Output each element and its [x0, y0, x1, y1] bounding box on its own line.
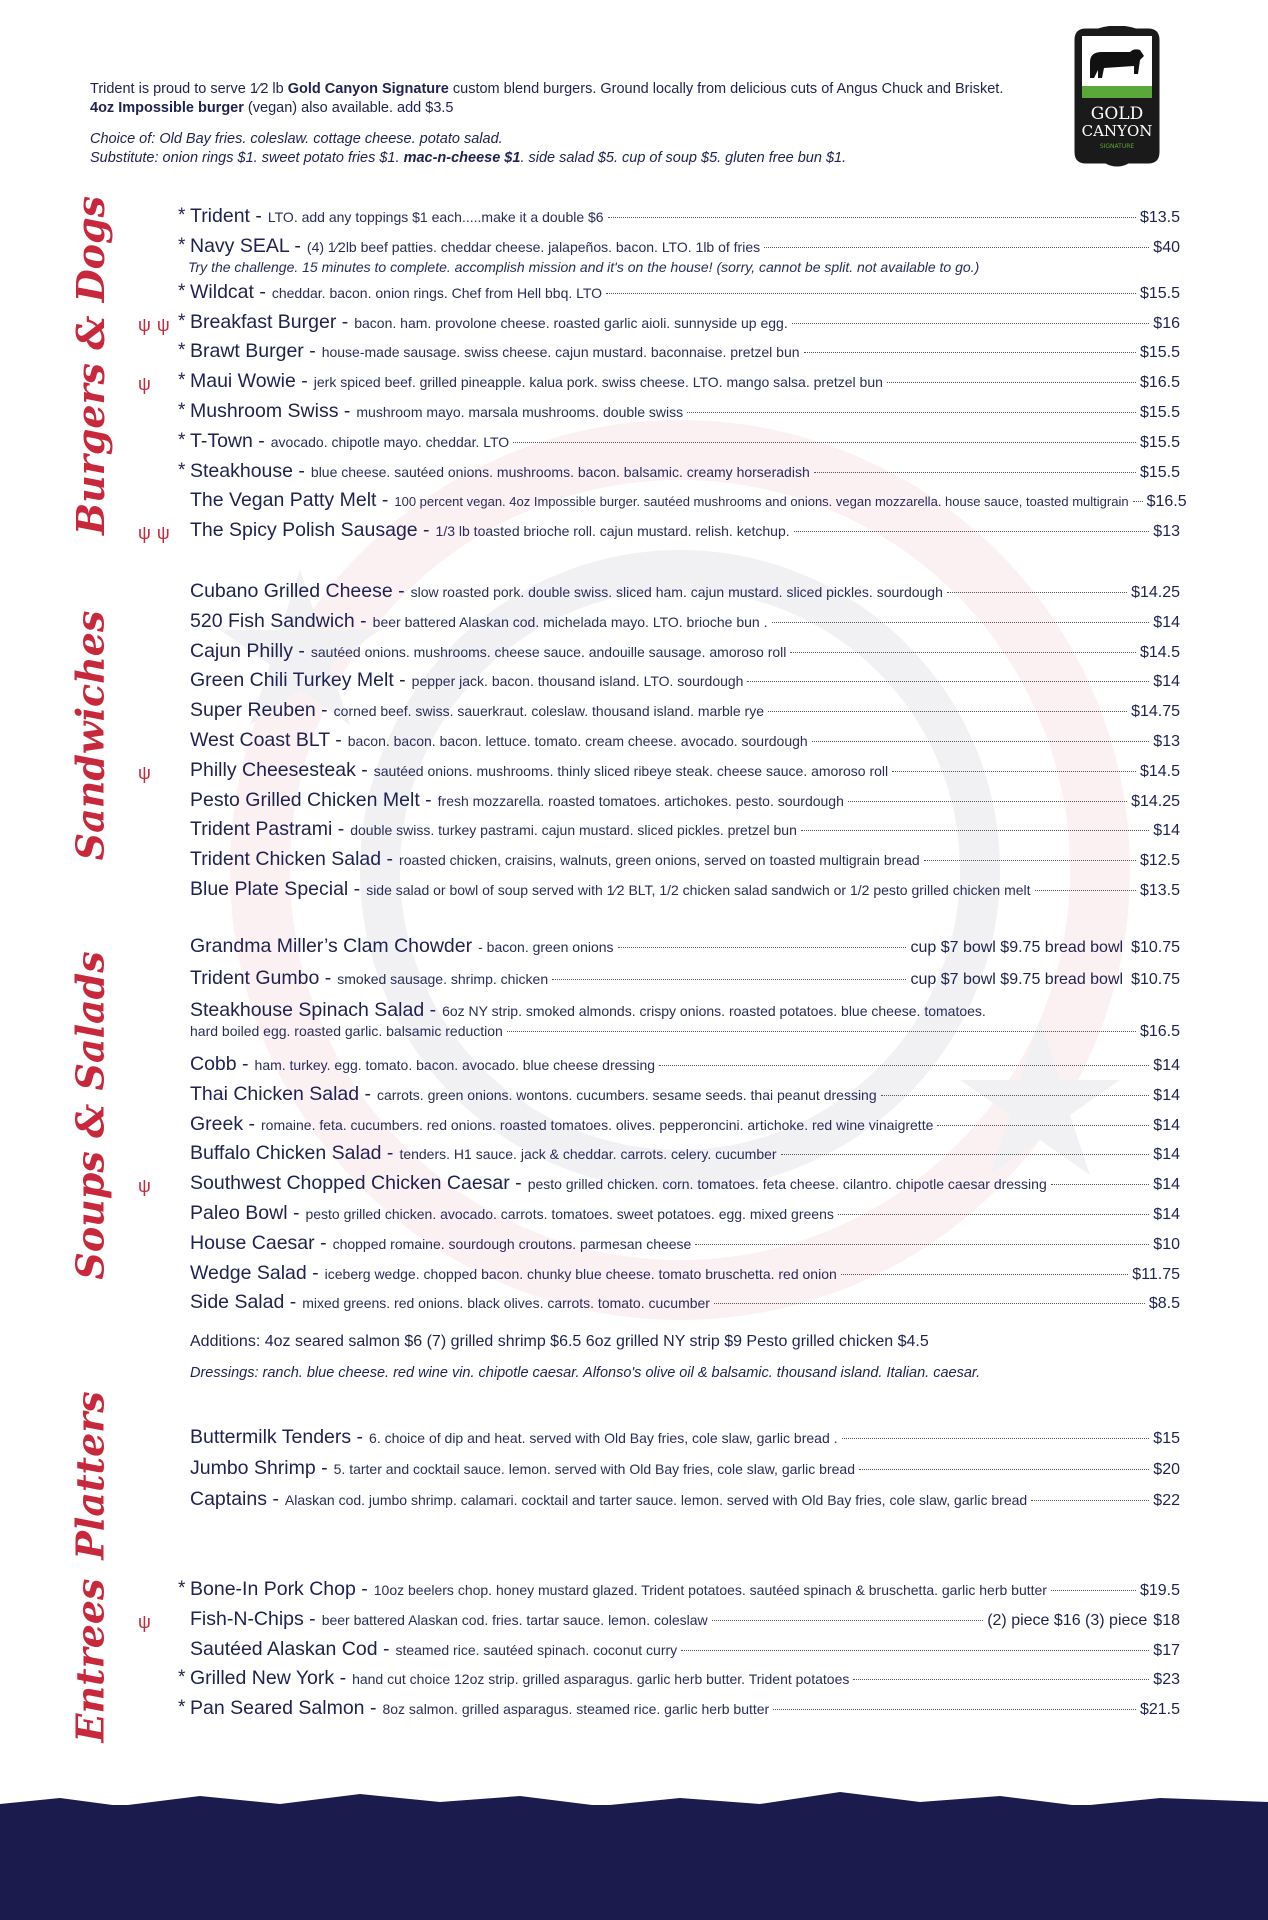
intro-text: Trident is proud to serve 1⁄2 lb Gold Canyon Signature custom blend burgers. Ground locally from delicious cuts of Angus Chuck and Brisket. 4oz Impossible burger (vegan) also available. add $3.5 Choice of: Old Bay fries. coleslaw. cottage cheese. potato salad. Substitute: onion rings $1. sweet potato fries $1. mac-n-cheese $1. side salad $5. cup of soup $5. gluten free bun $1.: [90, 81, 1004, 166]
svg-text:CANYON: CANYON: [1081, 122, 1153, 140]
menu-item: * Mushroom Swiss - mushroom mayo. marsala mushrooms. double swiss $15.5: [178, 399, 1180, 422]
menu-item: Thai Chicken Salad - carrots. green onions. wontons. cucumbers. sesame seeds. thai peanut dressing $14: [190, 1082, 1180, 1105]
menu-item: Paleo Bowl - pesto grilled chicken. avocado. carrots. tomatoes. sweet potatoes. egg. mixed greens $14: [190, 1201, 1180, 1224]
menu-item: * Brawt Burger - house-made sausage. swiss cheese. cajun mustard. baconnaise. pretzel bun $15.5: [178, 340, 1180, 363]
soups-salads-list: [138, 935, 1180, 1395]
pepper-icon: ψ: [138, 1176, 157, 1197]
pepper-icon: ψψ: [138, 523, 176, 544]
svg-text:GOLD: GOLD: [1090, 104, 1144, 124]
menu-item: Super Reuben - corned beef. swiss. sauerkraut. coleslaw. thousand island. marble rye $14.75: [190, 699, 1180, 722]
sandwiches-list: [138, 580, 1180, 908]
menu-item: Sautéed Alaskan Cod - steamed rice. sautéed spinach. coconut curry $17: [190, 1637, 1180, 1660]
menu-item: * Bone-In Pork Chop - 10oz beelers chop. honey mustard glazed. Trident potatoes. sautéed spinach & bruschetta. garlic herb butter $19.5: [178, 1578, 1180, 1600]
menu-item: Blue Plate Special - side salad or bowl of soup served with 1⁄2 BLT, 1/2 chicken salad sandwich or 1/2 pesto grilled chicken melt $13.5: [190, 877, 1180, 900]
menu-item: West Coast BLT - bacon. bacon. bacon. lettuce. tomato. cream cheese. avocado. sourdough $13: [190, 728, 1180, 751]
section-title-entrees: Entrees: [67, 1578, 113, 1742]
menu-item: Cubano Grilled Cheese - slow roasted pork. double swiss. sliced ham. cajun mustard. sliced pickles. sourdough $14.25: [190, 580, 1180, 602]
menu-item: Trident Gumbo - smoked sausage. shrimp. chicken cup $7 bowl $9.75 bread bowl $10.75: [190, 967, 1180, 989]
section-title-soups-salads: Soups & Salads: [67, 950, 113, 1280]
menu-item: Steakhouse Spinach Salad - 6oz NY strip. smoked almonds. crispy onions. roasted potatoes. blue cheese. tomatoes.: [190, 999, 986, 1021]
menu-item: Cajun Philly - sautéed onions. mushrooms. cheese sauce. andouille sausage. amoroso roll $14.5: [190, 639, 1180, 662]
menu-item: Green Chili Turkey Melt - pepper jack. bacon. thousand island. LTO. sourdough $14: [190, 669, 1180, 692]
menu-item: Trident Pastrami - double swiss. turkey pastrami. cajun mustard. sliced pickles. pretzel bun $14: [190, 818, 1180, 841]
svg-text:SIGNATURE: SIGNATURE: [1099, 143, 1135, 150]
menu-item: Pesto Grilled Chicken Melt - fresh mozzarella. roasted tomatoes. artichokes. pesto. sourdough $14.25: [190, 788, 1180, 811]
burgers-list: [138, 205, 1187, 549]
menu-item: ψ Philly Cheesesteak - sautéed onions. mushrooms. thinly sliced ribeye steak. cheese sauce. amoroso roll $14.5: [138, 758, 1180, 783]
menu-item: Greek - romaine. feta. cucumbers. red onions. roasted tomatoes. olives. pepperoncini. artichoke. red wine vinaigrette $14: [190, 1112, 1180, 1135]
gold-canyon-logo: [1068, 26, 1166, 168]
menu-item: ψ Southwest Chopped Chicken Caesar - pesto grilled chicken. corn. tomatoes. feta cheese. cilantro. chipotle caesar dressing $14: [138, 1172, 1180, 1197]
menu-item: * Pan Seared Salmon - 8oz salmon. grilled asparagus. steamed rice. garlic herb butter $21.5: [178, 1697, 1180, 1720]
menu-item: Side Salad - mixed greens. red onions. black olives. carrots. tomato. cucumber $8.5: [190, 1291, 1180, 1314]
menu-item: Trident Chicken Salad - roasted chicken, craisins, walnuts, green onions, served on toasted multigrain bread $12.5: [190, 848, 1180, 871]
pepper-icon: ψ: [138, 762, 157, 783]
section-title-platters: Platters: [67, 1390, 113, 1560]
menu-item: House Caesar - chopped romaine. sourdough croutons. parmesan cheese $10: [190, 1231, 1180, 1254]
menu-item: * Wildcat - cheddar. bacon. onion rings. Chef from Hell bbq. LTO $15.5: [178, 280, 1180, 303]
menu-item: * ψ Maui Wowie - jerk spiced beef. grilled pineapple. kalua pork. swiss cheese. LTO. mango salsa. pretzel bun $16.5: [138, 370, 1180, 395]
dressings-line: Dressings: ranch. blue cheese. red wine vin. chipotle caesar. Alfonso's olive oil & balsamic. thousand island. Italian. caesar.: [190, 1365, 981, 1382]
menu-item: The Vegan Patty Melt - 100 percent vegan. 4oz Impossible burger. sautéed mushrooms and onions. vegan mozzarella. house sauce, toasted multigrain $16.5: [190, 489, 1187, 512]
additions-line: Additions: 4oz seared salmon $6 (7) grilled shrimp $6.5 6oz grilled NY strip $9 Pesto grilled chicken $4.5: [190, 1333, 929, 1351]
menu-item: * Trident - LTO. add any toppings $1 each.....make it a double $6 $13.5: [178, 205, 1180, 227]
section-title-burgers: Burgers & Dogs: [67, 195, 113, 535]
menu-item: Captains - Alaskan cod. jumbo shrimp. calamari. cocktail and tarter sauce. lemon. served with Old Bay fries, cole slaw, garlic bread $22: [190, 1488, 1180, 1510]
menu-item: ψψ The Spicy Polish Sausage - 1/3 lb toasted brioche roll. cajun mustard. relish. ketchup. $13: [138, 519, 1180, 544]
menu-item-continued: hard boiled egg. roasted garlic. balsamic reduction $16.5: [190, 1023, 1180, 1040]
menu-item: Buttermilk Tenders - 6. choice of dip and heat. served with Old Bay fries, cole slaw, garlic bread . $15: [190, 1426, 1180, 1448]
pepper-icon: ψψ: [138, 314, 176, 335]
menu-item: * ψψ Breakfast Burger - bacon. ham. provolone cheese. roasted garlic aioli. sunnyside up egg. $16: [138, 310, 1180, 335]
menu-item: Buffalo Chicken Salad - tenders. H1 sauce. jack & cheddar. carrots. celery. cucumber $14: [190, 1142, 1180, 1165]
menu-item: * Steakhouse - blue cheese. sautéed onions. mushrooms. bacon. balsamic. creamy horseradish $15.5: [178, 459, 1180, 482]
menu-item: ψ Fish-N-Chips - beer battered Alaskan cod. fries. tartar sauce. lemon. coleslaw (2) piece $16 (3) piece $18: [138, 1607, 1180, 1632]
menu-item: * Grilled New York - hand cut choice 12oz strip. grilled asparagus. garlic herb butter. Trident potatoes $23: [178, 1667, 1180, 1690]
menu-item: Jumbo Shrimp - 5. tarter and cocktail sauce. lemon. served with Old Bay fries, cole slaw, garlic bread $20: [190, 1457, 1180, 1479]
navy-seal-challenge-note: Try the challenge. 15 minutes to complete. accomplish mission and it's on the house! (sorry, cannot be split. not available to go.): [188, 258, 980, 275]
menu-item: Grandma Miller’s Clam Chowder - bacon. green onions cup $7 bowl $9.75 bread bowl $10.75: [190, 935, 1180, 957]
menu-item: * T-Town - avocado. chipotle mayo. cheddar. LTO $15.5: [178, 429, 1180, 452]
pepper-icon: ψ: [138, 374, 157, 395]
menu-item: 520 Fish Sandwich - beer battered Alaskan cod. michelada mayo. LTO. brioche bun . $14: [190, 609, 1180, 632]
platters-list: [180, 1426, 1180, 1519]
menu-item: Wedge Salad - iceberg wedge. chopped bacon. chunky blue cheese. tomato bruschetta. red onion $11.75: [190, 1261, 1180, 1284]
entrees-list: [138, 1578, 1180, 1727]
menu-item: * Navy SEAL - (4) 1⁄2lb beef patties. cheddar cheese. jalapeños. bacon. LTO. 1lb of fries $40: [178, 234, 1180, 257]
footer-band: [0, 1805, 1268, 1920]
pepper-icon: ψ: [138, 1611, 157, 1632]
section-title-sandwiches: Sandwiches: [67, 610, 113, 860]
menu-item: Cobb - ham. turkey. egg. tomato. bacon. avocado. blue cheese dressing $14: [190, 1053, 1180, 1075]
